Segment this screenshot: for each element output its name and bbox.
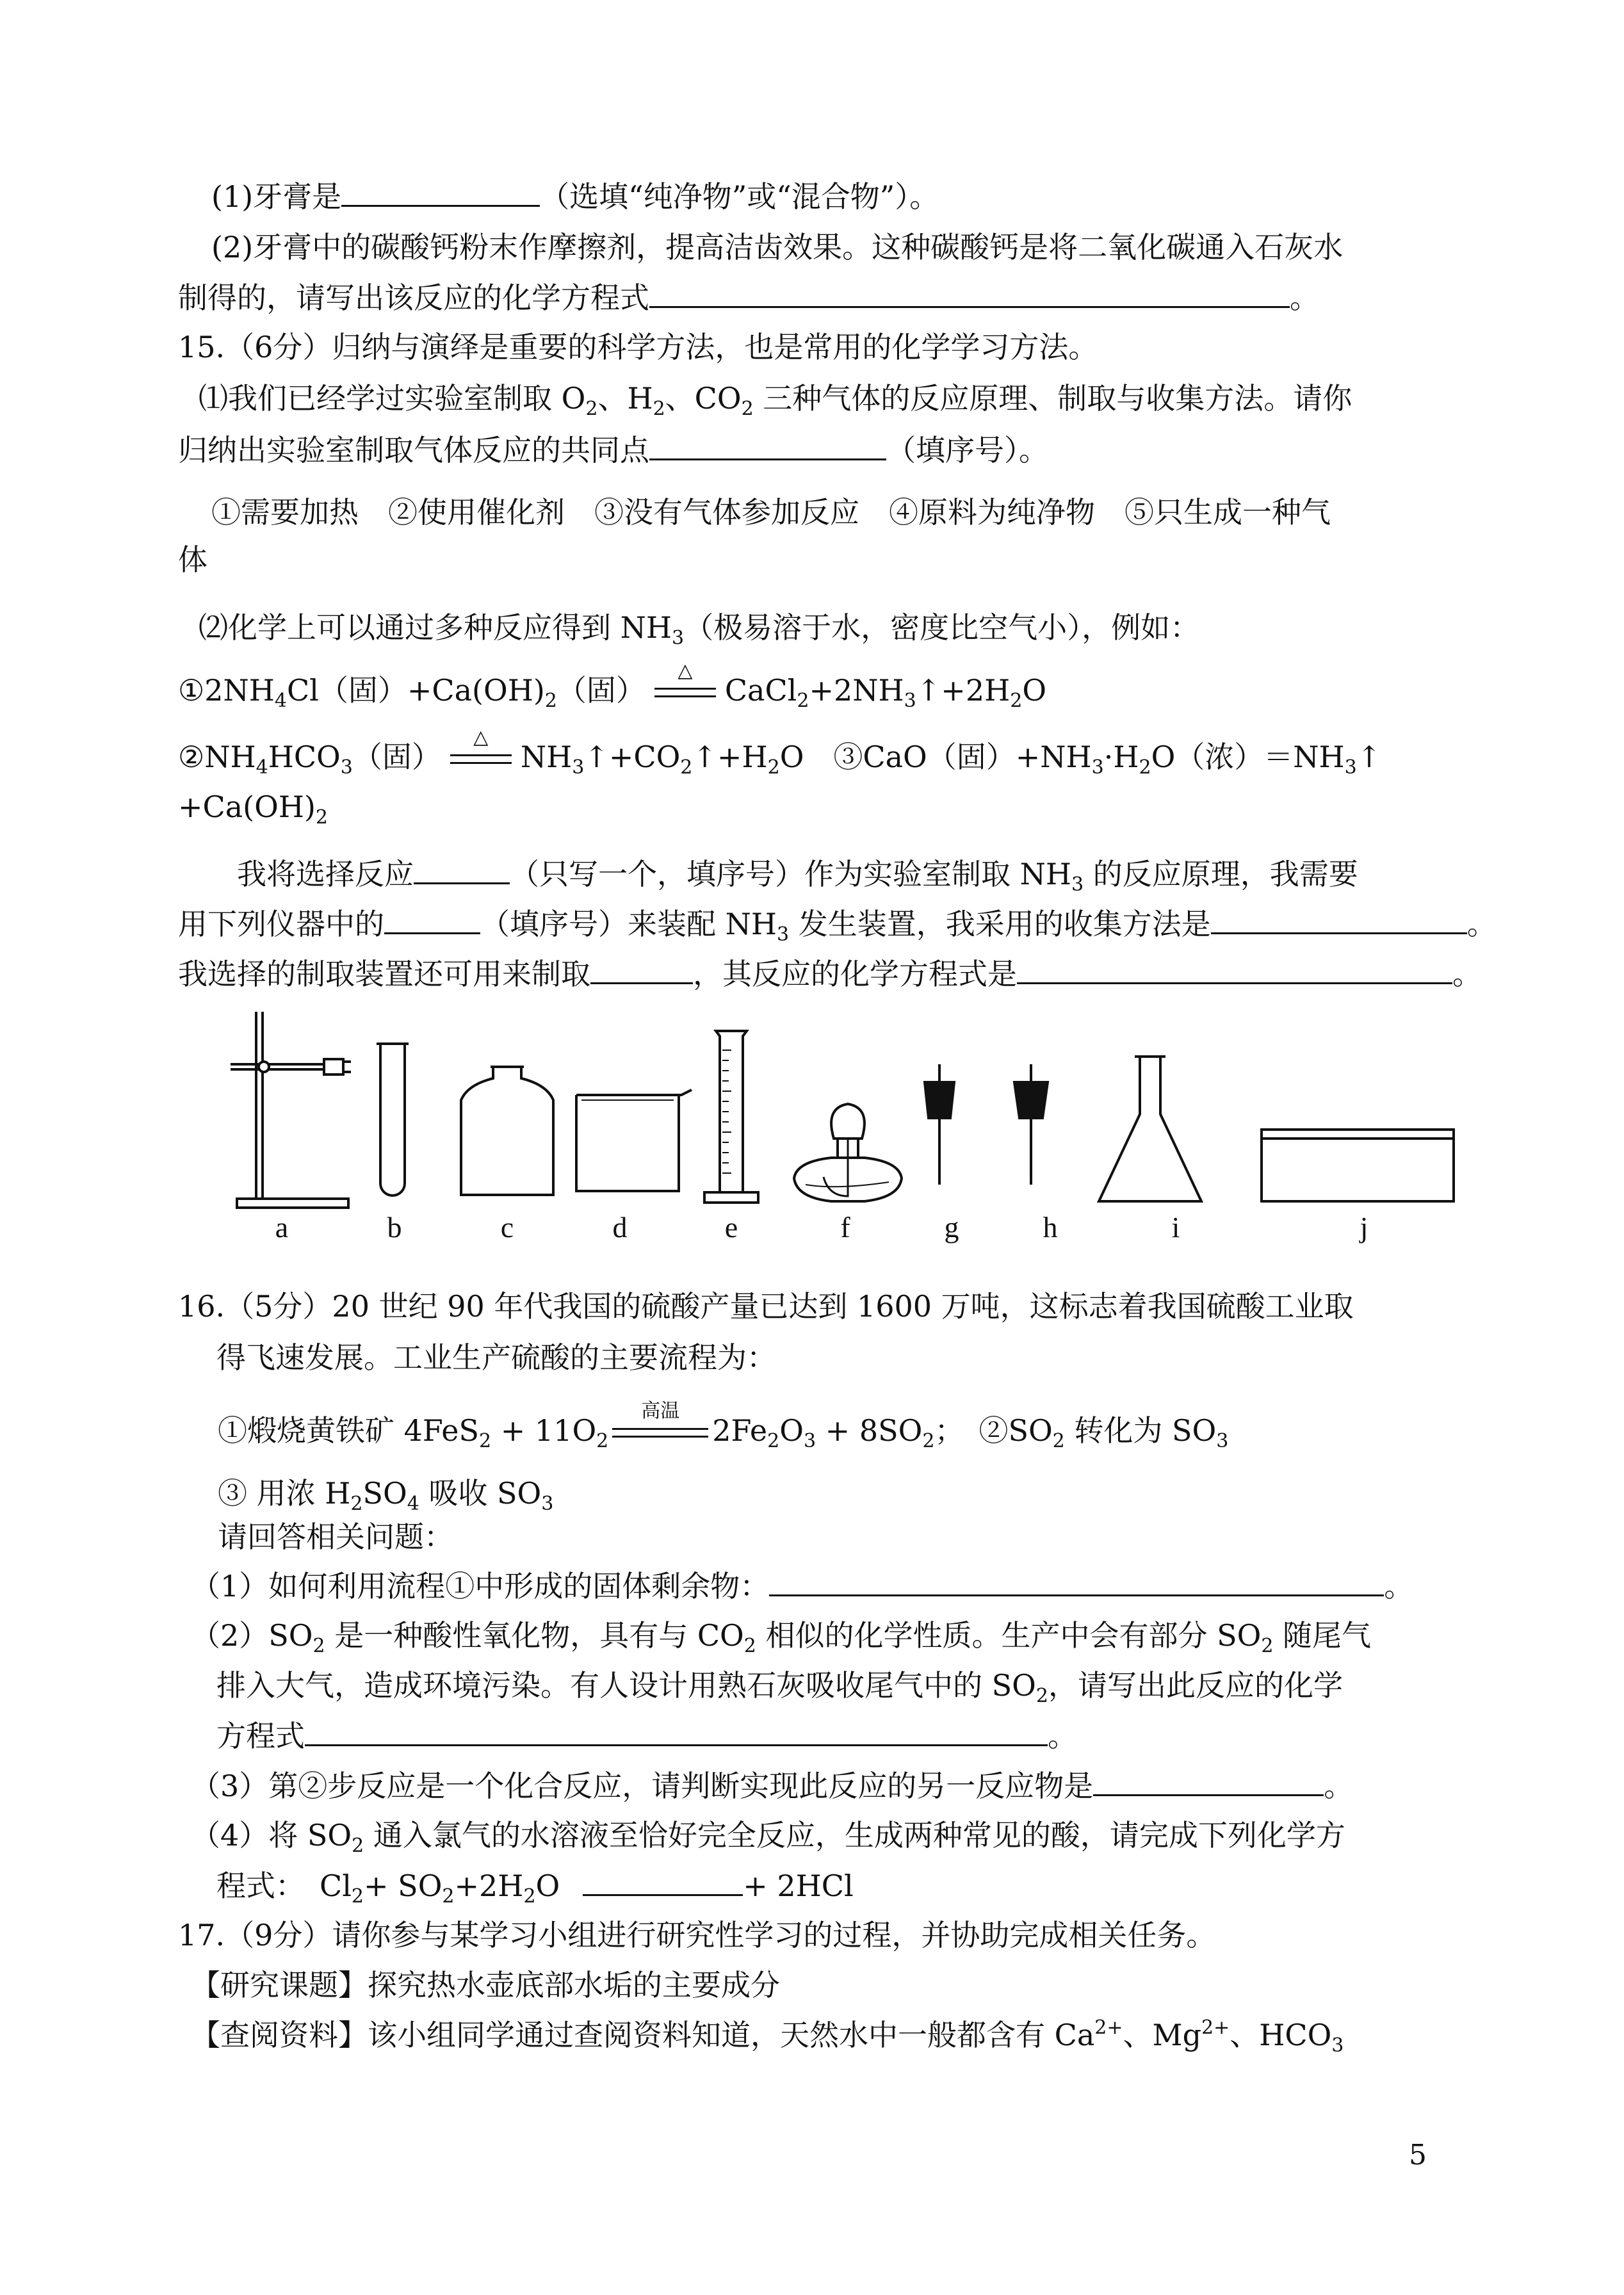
answer-blank[interactable] <box>341 177 540 207</box>
answer-blank[interactable] <box>1017 954 1452 984</box>
q15-prompt-line3: 我选择的制取装置还可用来制取 ，其反应的化学方程式是 。 <box>178 954 1482 993</box>
answer-blank[interactable] <box>590 954 693 984</box>
apparatus-label-a: a <box>275 1211 289 1244</box>
page-number: 5 <box>1409 2139 1427 2171</box>
q17-topic: 【研究课题】探究热水壶底部水垢的主要成分 <box>191 1968 780 2002</box>
q16-step3: ③ 用浓 $H_2SO_4$ 吸收 $SO_3$ <box>218 1476 554 1515</box>
heat-condition-equals: △ <box>450 747 512 772</box>
q15-sub1-line2: 归纳出实验室制取气体反应的共同点 （填序号）。 <box>178 430 1048 469</box>
apparatus-label-f: f <box>840 1211 850 1244</box>
q14-part1: (1)牙膏是 （选填“纯净物”或“混合物”）。 <box>211 177 939 216</box>
q16-answer-1: （1）如何利用流程①中形成的固体剩余物： 。 <box>191 1566 1413 1605</box>
beaker-icon <box>576 1090 692 1191</box>
q16-intro-line1: 16.（5分）20 世纪 90 年代我国的硫酸产量已达到 1600 万吨，这标志着我国硫酸工业取 <box>178 1289 1354 1324</box>
reaction-3-cont: $+Ca(OH)_2$ <box>178 790 328 829</box>
reaction-1: $①2NH_4Cl$（固）$+Ca(OH)_2$（固） △ $CaCl_2+2NH_3↑+2H_2O$ <box>178 660 1047 712</box>
apparatus-label-c: c <box>500 1211 514 1244</box>
apparatus-label-g: g <box>944 1211 959 1244</box>
stopper-with-tube-icon <box>925 1064 954 1185</box>
q14-part2-line2: 制得的，请写出该反应的化学方程式 。 <box>178 278 1319 317</box>
q15-title: 15.（6分）归纳与演绎是重要的科学方法，也是常用的化学学习方法。 <box>178 330 1098 364</box>
answer-blank[interactable] <box>1093 1766 1324 1796</box>
answer-blank[interactable] <box>305 1716 1048 1746</box>
answer-blank[interactable] <box>414 854 510 884</box>
q17-title: 17.（9分）请你参与某学习小组进行研究性学习的过程，并协助完成相关任务。 <box>178 1918 1216 1952</box>
graduated-cylinder-icon <box>704 1031 758 1203</box>
q15-sub1-line1: ⑴我们已经学过实验室制取 $O_2$、$H_2$、$CO_2$ 三种气体的反应原理、制取与收集方法。请你 <box>199 381 1352 420</box>
q16-step1-2: ①煅烧黄铁矿 $4FeS_2 + 11O_2$ 高温 $2Fe_2O_3 + 8SO_2$； $②SO_2$ 转化为 $SO_3$ <box>218 1400 1229 1452</box>
test-tube-icon <box>377 1044 409 1196</box>
q15-prompt-line1: 我将选择反应 （只写一个，填序号）作为实验室制取 $NH_3$ 的反应原理，我需要 <box>237 854 1358 893</box>
apparatus-label-b: b <box>387 1211 402 1244</box>
apparatus-label-d: d <box>612 1211 628 1244</box>
alcohol-lamp-icon <box>794 1104 902 1201</box>
q14-part2-line1: (2)牙膏中的碳酸钙粉末作摩擦剂，提高洁齿效果。这种碳酸钙是将二氧化碳通入石灰水 <box>211 230 1344 264</box>
q15-options-line1: ①需要加热 ②使用催化剂 ③没有气体参加反应 ④原料为纯净物 ⑤只生成一种气 <box>211 495 1331 530</box>
q16-answer-2-line3: 方程式 。 <box>216 1716 1077 1755</box>
q15-prompt-line2: 用下列仪器中的 （填序号）来装配 $NH_3$ 发生装置，我采用的收集方法是 。 <box>178 904 1497 943</box>
heat-condition-equals: △ <box>654 680 716 706</box>
apparatus-label-i: i <box>1171 1211 1180 1244</box>
q16-answer-4-line2: 程式： $Cl_2+ SO_2+2H_2O + 2HCl$ <box>216 1866 854 1905</box>
q17-reference: 【查阅资料】该小组同学通过查阅资料知道，天然水中一般都含有 $Ca^{2+}$、$Mg^{2+}$、$HCO_3$ <box>191 2016 1344 2057</box>
answer-blank[interactable] <box>649 278 1290 308</box>
q16-answer-2-line2: 排入大气，造成环境污染。有人设计用熟石灰吸收尾气中的 $SO_2$，请写出此反应的化学 <box>216 1668 1343 1707</box>
answer-blank[interactable] <box>1211 904 1467 934</box>
apparatus-label-h: h <box>1043 1211 1058 1244</box>
q16-answer-2-line1: $(2)SO_2$ 是一种酸性氧化物，具有与 $CO_2$ 相似的化学性质。生产中会有部分 $SO_2$ 随尾气 <box>191 1618 1372 1657</box>
high-temp-condition: 高温 <box>612 1420 708 1446</box>
lab-apparatus-figure <box>218 1012 1473 1217</box>
q15-options-line2: 体 <box>178 542 207 577</box>
stopper-with-tube-icon <box>1014 1064 1048 1185</box>
q16-answer-3: （3）第②步反应是一个化合反应，请判断实现此反应的另一反应物是 。 <box>191 1766 1353 1805</box>
answer-blank[interactable] <box>583 1866 743 1896</box>
q16-ask: 请回答相关问题： <box>218 1520 453 1554</box>
answer-blank[interactable] <box>649 430 886 460</box>
reaction-2-3: $②NH_4HCO_3$（固） △ $NH_3↑+CO_2↑+H_2O$ ③CaO（固）$+NH_3\cdot H_2O$（浓）$=NH_3↑$ <box>178 726 1382 779</box>
reagent-bottle-icon <box>461 1067 553 1195</box>
answer-blank[interactable] <box>769 1566 1384 1596</box>
q16-intro-line2: 得飞速发展。工业生产硫酸的主要流程为： <box>216 1340 776 1375</box>
answer-blank[interactable] <box>384 904 480 934</box>
apparatus-label-e: e <box>724 1211 738 1244</box>
q15-sub2-intro: ⑵化学上可以通过多种反应得到 $NH_3$（极易溶于水，密度比空气小），例如： <box>199 610 1200 649</box>
conical-flask-icon <box>1099 1057 1201 1201</box>
apparatus-label-j: j <box>1360 1211 1368 1244</box>
q16-answer-4-line1: （4）将 $SO_2$ 通入氯气的水溶液至恰好完全反应，生成两种常见的酸，请完成下列化学方 <box>191 1818 1345 1857</box>
water-trough-icon <box>1262 1130 1454 1201</box>
iron-stand-icon <box>231 1012 351 1208</box>
